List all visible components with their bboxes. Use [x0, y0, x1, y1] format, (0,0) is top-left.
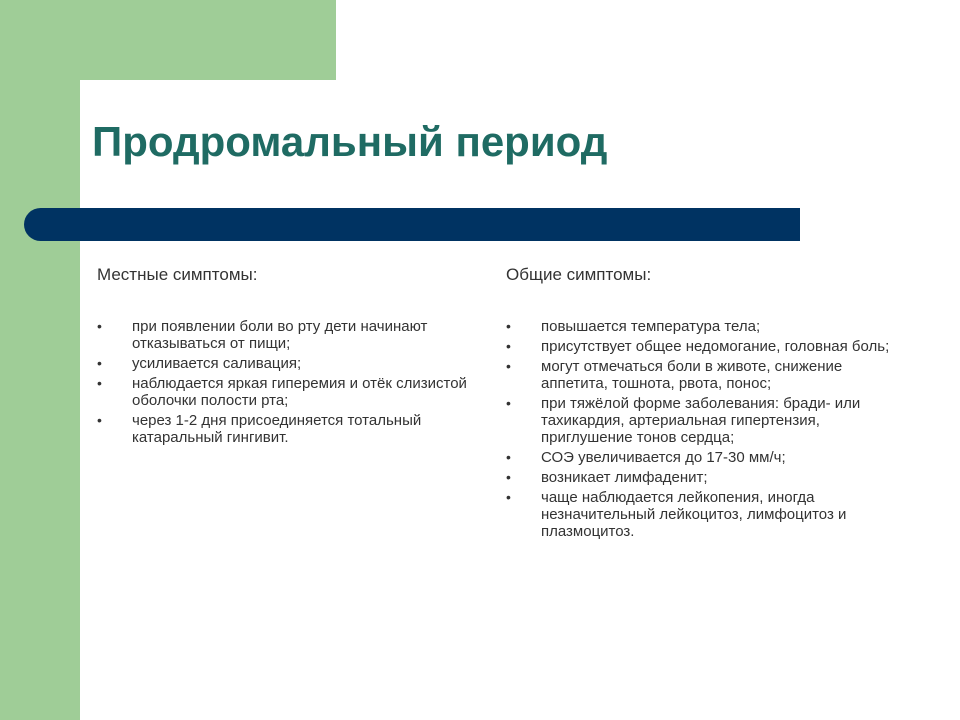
- list-item-text: наблюдается яркая гиперемия и отёк слизистой оболочки полости рта;: [132, 375, 467, 409]
- bullet-icon: •: [506, 489, 511, 505]
- list-item: [506, 318, 901, 335]
- list-item-text: чаще наблюдается лейкопения, иногда незначительный лейкоцитоз, лимфоцитоз и плазмоцитоз.: [541, 489, 847, 540]
- list-item: [97, 375, 477, 409]
- list-item: [506, 395, 901, 446]
- bullet-icon: •: [506, 469, 511, 485]
- list-item: [506, 358, 901, 392]
- list-item: [506, 489, 901, 540]
- local-symptoms-heading: Местные симптомы:: [97, 265, 258, 284]
- list-item: [506, 338, 901, 355]
- list-item-text: СОЭ увеличивается до 17-30 мм/ч;: [541, 449, 786, 466]
- list-item: [97, 318, 477, 352]
- list-item-text: присутствует общее недомогание, головная боль;: [541, 338, 890, 355]
- bullet-icon: •: [506, 358, 511, 374]
- list-item: [97, 355, 477, 372]
- list-item-text: возникает лимфаденит;: [541, 469, 708, 486]
- list-item-text: при тяжёлой форме заболевания: бради- или тахикардия, артериальная гипертензия, приглушение тонов сердца;: [541, 395, 861, 446]
- general-symptoms-list: [506, 318, 901, 540]
- list-item-text: при появлении боли во рту дети начинают отказываться от пищи;: [132, 318, 428, 352]
- bullet-icon: •: [506, 338, 511, 354]
- bullet-icon: •: [97, 318, 102, 334]
- bullet-icon: •: [506, 318, 511, 334]
- bullet-icon: •: [97, 375, 102, 391]
- bullet-icon: •: [97, 412, 102, 428]
- general-symptoms-column: [506, 264, 901, 543]
- decor-title-bar: [24, 208, 800, 241]
- list-item: [506, 469, 901, 486]
- local-symptoms-list: [97, 318, 477, 446]
- list-item-text: через 1-2 дня присоединяется тотальный катаральный гингивит.: [132, 412, 422, 446]
- slide-title: Продромальный период: [92, 118, 608, 165]
- list-item: [506, 449, 901, 466]
- bullet-icon: •: [506, 395, 511, 411]
- list-item-text: усиливается саливация;: [132, 355, 302, 372]
- list-item: [97, 412, 477, 446]
- bullet-icon: •: [506, 449, 511, 465]
- list-item-text: могут отмечаться боли в животе, снижение аппетита, тошнота, рвота, понос;: [541, 358, 843, 392]
- decor-green-sidebar: [0, 0, 80, 720]
- list-item-text: повышается температура тела;: [541, 318, 761, 335]
- bullet-icon: •: [97, 355, 102, 371]
- local-symptoms-column: [97, 264, 477, 449]
- general-symptoms-heading: Общие симптомы:: [506, 265, 652, 284]
